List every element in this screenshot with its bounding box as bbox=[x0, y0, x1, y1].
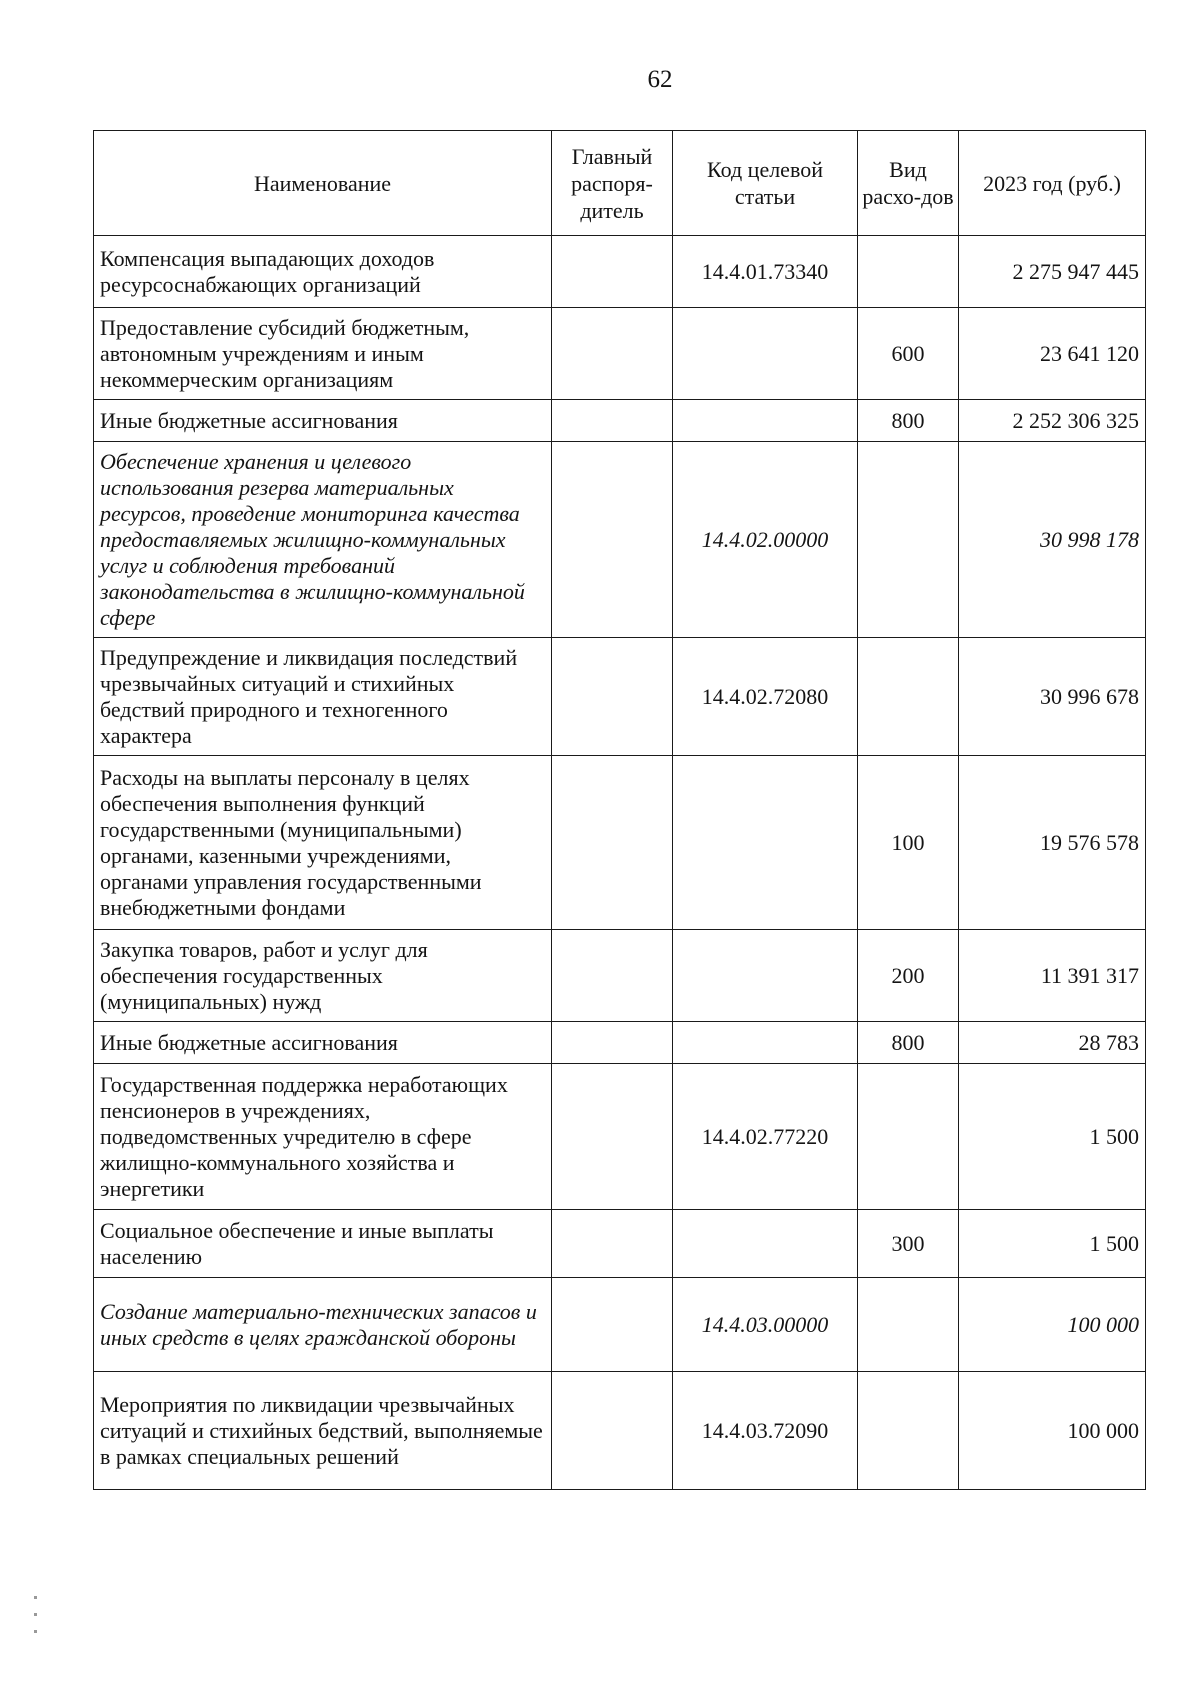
row-amount: 100 000 bbox=[959, 1372, 1146, 1490]
row-code bbox=[673, 756, 858, 930]
row-name: Расходы на выплаты персоналу в целях обеспечения выполнения функций государственными (муниципальными) органами, казенными учреждениями, органами управления государственными внебюджетными фондами bbox=[94, 756, 552, 930]
table-row bbox=[94, 930, 1146, 1022]
row-code: 14.4.02.77220 bbox=[673, 1064, 858, 1210]
row-manager bbox=[552, 308, 673, 400]
row-amount: 28 783 bbox=[959, 1022, 1146, 1064]
row-code: 14.4.03.00000 bbox=[673, 1278, 858, 1372]
row-manager bbox=[552, 442, 673, 638]
row-manager bbox=[552, 1278, 673, 1372]
header-manager: Главный распоря-дитель bbox=[552, 131, 673, 236]
row-kind: 800 bbox=[858, 1022, 959, 1064]
header-code: Код целевой статьи bbox=[673, 131, 858, 236]
row-kind bbox=[858, 1372, 959, 1490]
row-amount: 1 500 bbox=[959, 1064, 1146, 1210]
row-kind bbox=[858, 638, 959, 756]
row-amount: 11 391 317 bbox=[959, 930, 1146, 1022]
row-code bbox=[673, 1022, 858, 1064]
row-code: 14.4.02.00000 bbox=[673, 442, 858, 638]
row-code: 14.4.02.72080 bbox=[673, 638, 858, 756]
header-kind: Вид расхо-дов bbox=[858, 131, 959, 236]
row-name: Иные бюджетные ассигнования bbox=[94, 400, 552, 442]
row-manager bbox=[552, 638, 673, 756]
row-code bbox=[673, 308, 858, 400]
row-manager bbox=[552, 1372, 673, 1490]
row-name: Создание материально-технических запасов и иных средств в целях гражданской обороны bbox=[94, 1278, 552, 1372]
row-kind bbox=[858, 1278, 959, 1372]
table-row bbox=[94, 1372, 1146, 1490]
row-manager bbox=[552, 1210, 673, 1278]
header-name: Наименование bbox=[94, 131, 552, 236]
row-kind bbox=[858, 442, 959, 638]
row-manager bbox=[552, 236, 673, 308]
table-row bbox=[94, 1064, 1146, 1210]
page-number: 62 bbox=[647, 66, 673, 93]
table-row bbox=[94, 1210, 1146, 1278]
table-row bbox=[94, 756, 1146, 930]
row-name: Социальное обеспечение и иные выплаты населению bbox=[94, 1210, 552, 1278]
row-amount: 19 576 578 bbox=[959, 756, 1146, 930]
row-code: 14.4.01.73340 bbox=[673, 236, 858, 308]
row-name: Компенсация выпадающих доходов ресурсоснабжающих организаций bbox=[94, 236, 552, 308]
row-kind: 100 bbox=[858, 756, 959, 930]
row-name: Мероприятия по ликвидации чрезвычайных ситуаций и стихийных бедствий, выполняемые в рамках специальных решений bbox=[94, 1372, 552, 1490]
row-kind bbox=[858, 1064, 959, 1210]
table-row bbox=[94, 1022, 1146, 1064]
row-manager bbox=[552, 930, 673, 1022]
table-row bbox=[94, 442, 1146, 638]
row-manager bbox=[552, 1022, 673, 1064]
table-body bbox=[94, 236, 1146, 1490]
row-amount: 30 998 178 bbox=[959, 442, 1146, 638]
header-amount: 2023 год (руб.) bbox=[959, 131, 1146, 236]
row-amount: 2 252 306 325 bbox=[959, 400, 1146, 442]
scan-margin-marks bbox=[34, 1596, 40, 1656]
row-code: 14.4.03.72090 bbox=[673, 1372, 858, 1490]
table-header-row bbox=[94, 131, 1146, 236]
row-kind: 200 bbox=[858, 930, 959, 1022]
row-code bbox=[673, 1210, 858, 1278]
row-amount: 30 996 678 bbox=[959, 638, 1146, 756]
row-code bbox=[673, 400, 858, 442]
row-kind: 600 bbox=[858, 308, 959, 400]
table-row bbox=[94, 236, 1146, 308]
row-manager bbox=[552, 400, 673, 442]
table-row bbox=[94, 400, 1146, 442]
table-row bbox=[94, 638, 1146, 756]
row-code bbox=[673, 930, 858, 1022]
row-name: Предоставление субсидий бюджетным, автономным учреждениям и иным некоммерческим организациям bbox=[94, 308, 552, 400]
table-row bbox=[94, 1278, 1146, 1372]
row-name: Предупреждение и ликвидация последствий чрезвычайных ситуаций и стихийных бедствий природного и техногенного характера bbox=[94, 638, 552, 756]
row-name: Иные бюджетные ассигнования bbox=[94, 1022, 552, 1064]
row-amount: 23 641 120 bbox=[959, 308, 1146, 400]
row-manager bbox=[552, 1064, 673, 1210]
row-name: Обеспечение хранения и целевого использования резерва материальных ресурсов, проведение мониторинга качества предоставляемых жилищно-коммунальных услуг и соблюдения требований законодательства в жилищно-коммунальной сфере bbox=[94, 442, 552, 638]
table-row bbox=[94, 308, 1146, 400]
row-name: Государственная поддержка неработающих пенсионеров в учреждениях, подведомственных учредителю в сфере жилищно-коммунального хозяйства и энергетики bbox=[94, 1064, 552, 1210]
row-amount: 100 000 bbox=[959, 1278, 1146, 1372]
row-amount: 2 275 947 445 bbox=[959, 236, 1146, 308]
budget-table bbox=[93, 130, 1146, 1490]
row-kind bbox=[858, 236, 959, 308]
row-kind: 300 bbox=[858, 1210, 959, 1278]
row-manager bbox=[552, 756, 673, 930]
row-name: Закупка товаров, работ и услуг для обеспечения государственных (муниципальных) нужд bbox=[94, 930, 552, 1022]
row-amount: 1 500 bbox=[959, 1210, 1146, 1278]
row-kind: 800 bbox=[858, 400, 959, 442]
